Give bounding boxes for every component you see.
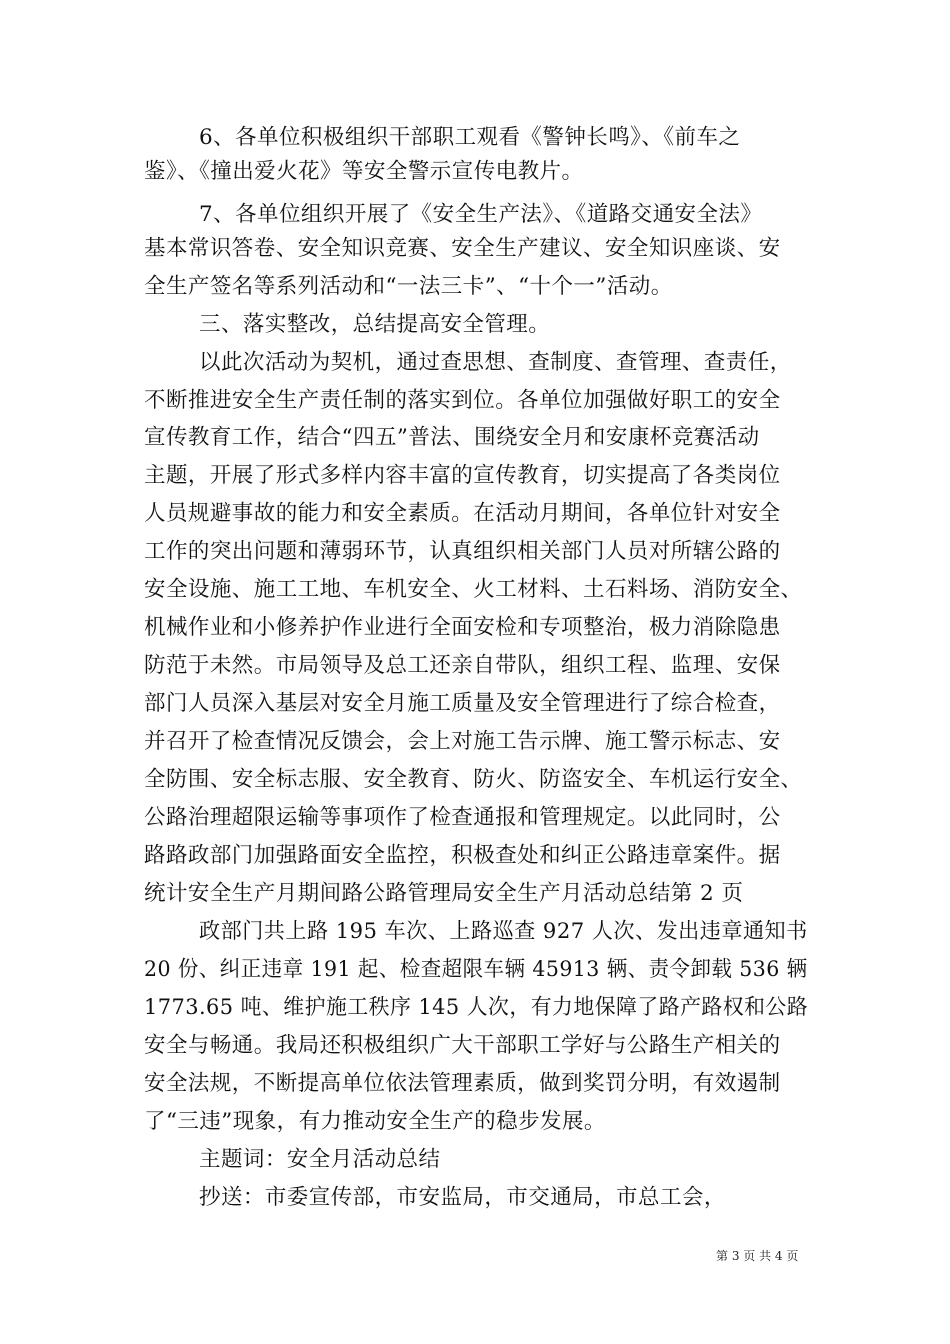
text-line: 1773.65 吨、维护施工秩序 145 人次，有力地保障了路产路权和公路	[144, 995, 809, 1020]
text-line: 政部门共上路 195 车次、上路巡查 927 人次、发出违章通知书	[199, 919, 808, 944]
text-line: 统计安全生产月期间路公路管理局安全生产月活动总结第 2 页	[144, 881, 744, 906]
text-line: 鉴》、《撞出爱火花》等安全警示宣传电教片。	[144, 159, 584, 184]
text-line: 主题，开展了形式多样内容丰富的宣传教育，切实提高了各类岗位	[144, 463, 781, 488]
section-heading: 三、落实整改，总结提高安全管理。	[199, 312, 551, 337]
text-line: 6、各单位积极组织干部职工观看《警钟长鸣》、《前车之	[199, 125, 741, 150]
text-line: 以此次活动为契机，通过查思想、查制度、查管理、查责任，	[199, 350, 792, 375]
text-line: 了“三违”现象，有力推动安全生产的稳步发展。	[144, 1109, 606, 1134]
text-line: 公路治理超限运输等事项作了检查通报和管理规定。以此同时，公	[144, 805, 781, 830]
text-line: 安全与畅通。我局还积极组织广大干部职工学好与公路生产相关的	[144, 1033, 781, 1058]
text-line: 机械作业和小修养护作业进行全面安检和专项整治，极力消除隐患	[144, 615, 781, 640]
text-line: 全防围、安全标志服、安全教育、防火、防盗安全、车机运行安全、	[144, 767, 803, 792]
text-line: 7、各单位组织开展了《安全生产法》、《道路交通安全法》	[199, 202, 763, 227]
text-line: 不断推进安全生产责任制的落实到位。各单位加强做好职工的安全	[144, 388, 781, 413]
text-line: 基本常识答卷、安全知识竞赛、安全生产建议、安全知识座谈、安	[144, 236, 781, 261]
text-line: 宣传教育工作，结合“四五”普法、围绕安全月和安康杯竞赛活动	[144, 425, 760, 450]
text-line: 路路政部门加强路面安全监控，积极查处和纠正公路违章案件。据	[144, 843, 781, 868]
text-line: 全生产签名等系列活动和“一法三卡”、“十个一”活动。	[144, 274, 673, 299]
text-line: 部门人员深入基层对安全月施工质量及安全管理进行了综合检查，	[144, 691, 781, 716]
subject-line: 主题词：安全月活动总结	[199, 1147, 441, 1172]
cc-line: 抄送：市委宣传部，市安监局，市交通局，市总工会，	[199, 1185, 726, 1210]
text-line: 人员规避事故的能力和安全素质。在活动月期间，各单位针对安全	[144, 501, 781, 526]
text-line: 并召开了检查情况反馈会，会上对施工告示牌、施工警示标志、安	[144, 729, 781, 754]
text-line: 防范于未然。市局领导及总工还亲自带队，组织工程、监理、安保	[144, 653, 781, 678]
text-line: 安全法规，不断提高单位依法管理素质，做到奖罚分明，有效遏制	[144, 1071, 781, 1096]
text-line: 20 份、纠正违章 191 起、检查超限车辆 45913 辆、责令卸载 536 辆	[144, 957, 808, 982]
text-line: 安全设施、施工工地、车机安全、火工材料、土石料场、消防安全、	[144, 577, 803, 602]
page-footer: 第 3 页 共 4 页	[716, 1249, 799, 1263]
text-line: 工作的突出问题和薄弱环节，认真组织相关部门人员对所辖公路的	[144, 539, 781, 564]
